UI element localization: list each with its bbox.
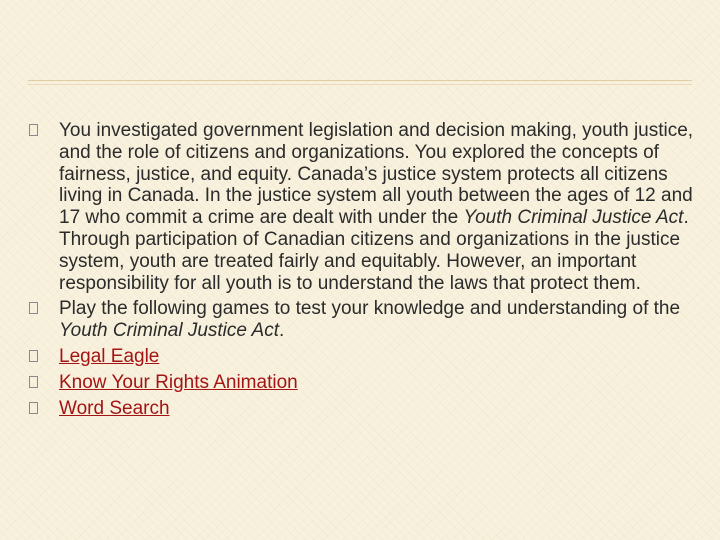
intro-text-part1: You investigated government legislation and decision making, youth justice, and the role of citizens and organizations. You explored the concepts of fairness, justice, and equity. Canada’s justice system protects all citizens living in Canada. In the justice system all youth between the ages of 12 and 17 who commit a crime are dealt with under the (59, 120, 694, 229)
know-your-rights-link[interactable]: Know Your Rights Animation (59, 371, 298, 393)
slide-body-list (28, 120, 698, 419)
games-text-part2: . (279, 320, 285, 342)
title-divider-line (28, 80, 692, 81)
intro-text-part2: . Through participation of Canadian citizens and organizations in the justice system, youth are treated fairly and equitably. However, an important responsibility for all youth is to understand the laws that protect them. (59, 207, 689, 294)
square-bullet-icon (29, 376, 38, 388)
bullet-intro-paragraph (28, 120, 698, 294)
square-bullet-icon (29, 302, 38, 314)
square-bullet-icon (29, 350, 38, 362)
bullet-games-instruction (28, 298, 698, 342)
games-act-name: Youth Criminal Justice Act (59, 320, 279, 342)
bullet-link-word-search (28, 398, 698, 420)
word-search-link[interactable]: Word Search (59, 397, 170, 419)
legal-eagle-link[interactable]: Legal Eagle (59, 345, 160, 367)
square-bullet-icon (29, 124, 38, 136)
bullet-link-legal-eagle (28, 346, 698, 368)
games-text-part1: Play the following games to test your knowledge and understanding of the (59, 298, 681, 320)
title-divider-line-secondary (28, 84, 692, 85)
bullet-link-know-your-rights (28, 372, 698, 394)
intro-act-name: Youth Criminal Justice Act (463, 207, 684, 229)
square-bullet-icon (29, 402, 38, 414)
